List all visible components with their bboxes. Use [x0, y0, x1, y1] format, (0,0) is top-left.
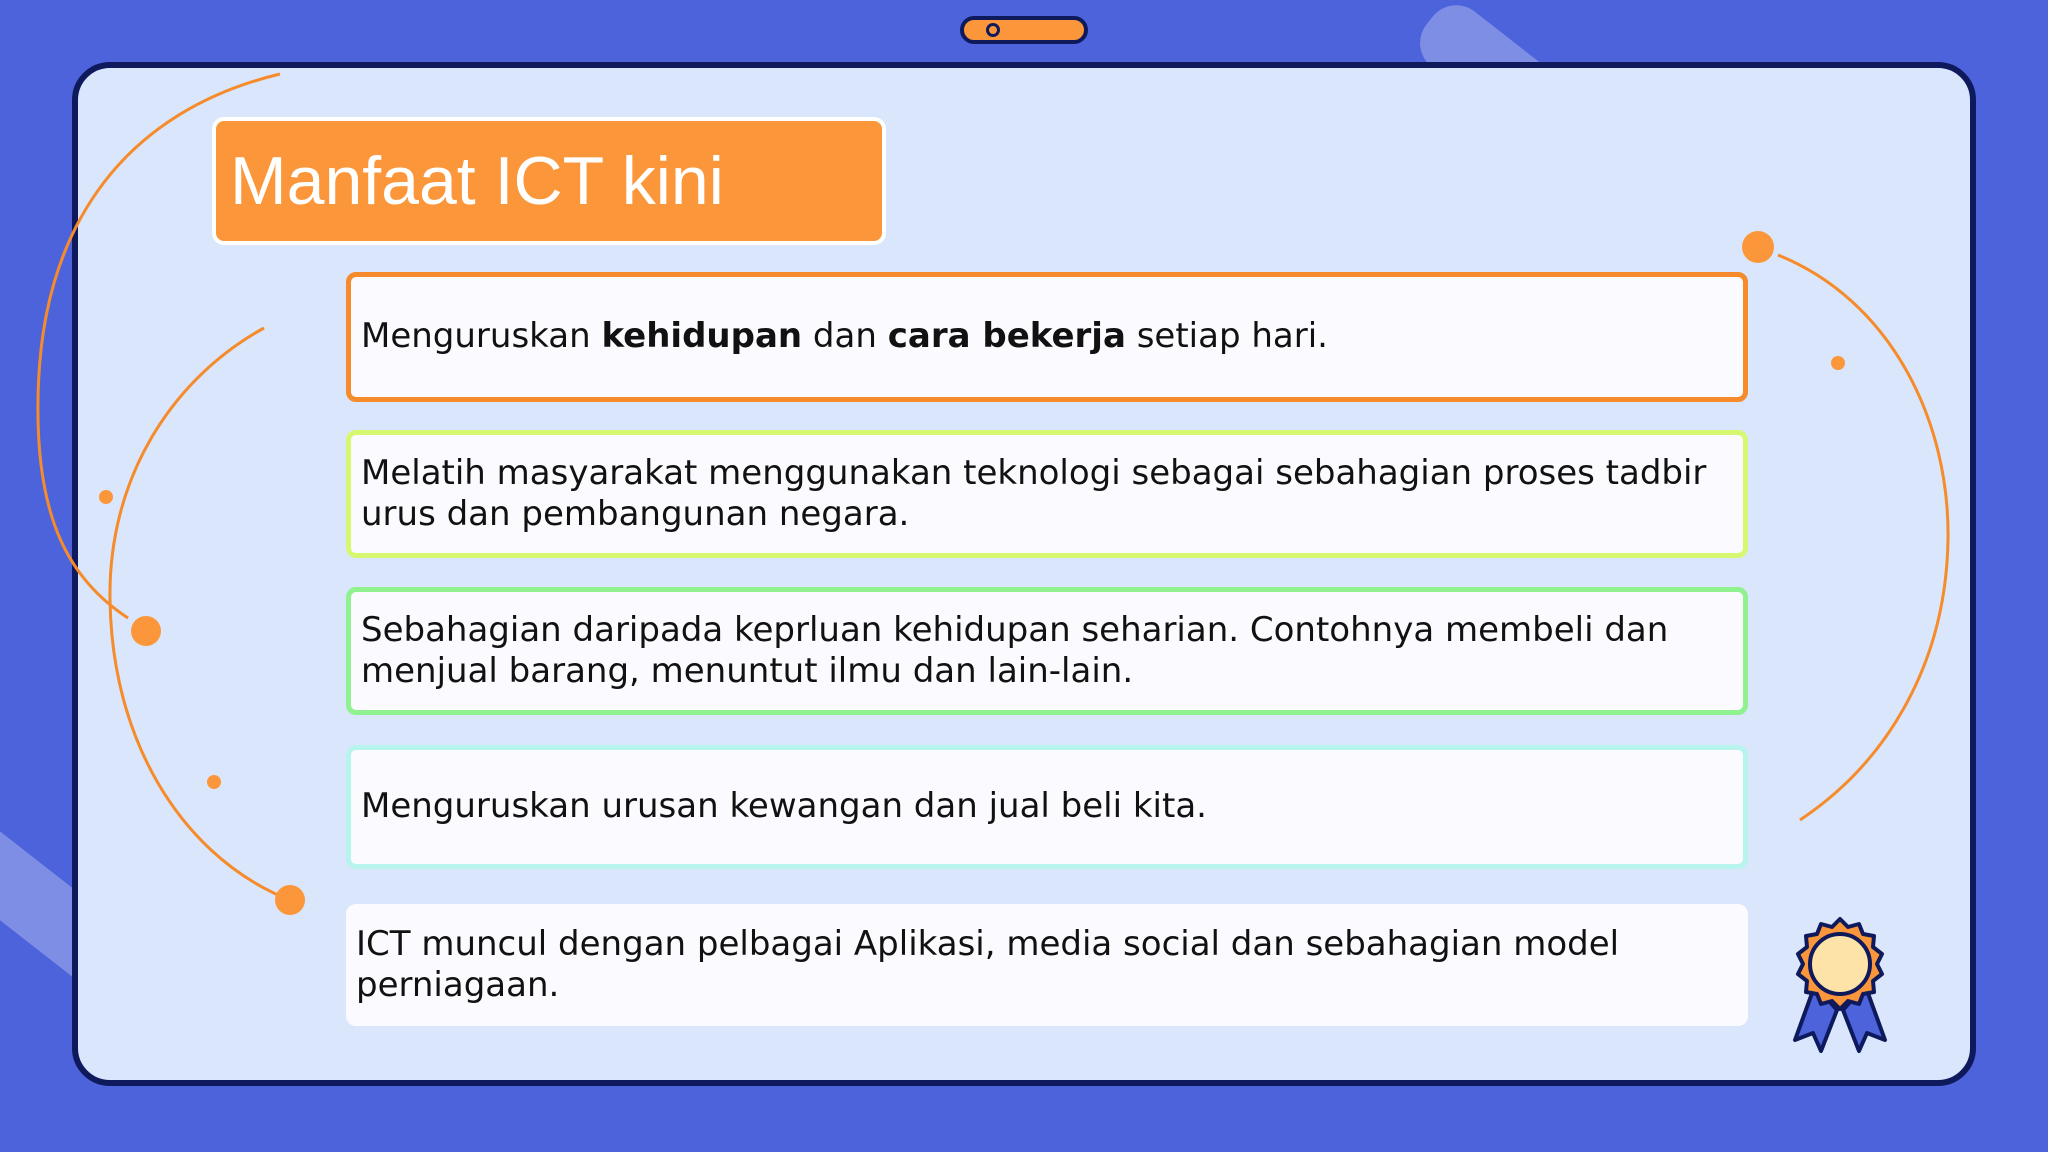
slide-title: Manfaat ICT kini [230, 143, 724, 219]
award-ribbon-icon [1785, 915, 1895, 1055]
text-part-bold: cara bekerja [887, 316, 1126, 357]
text-part: Menguruskan [361, 316, 602, 357]
benefit-card-4 [346, 745, 1748, 869]
benefit-text-1 [361, 316, 1328, 357]
right-arc [1778, 255, 1948, 820]
dot [1831, 356, 1845, 370]
dot [99, 490, 113, 504]
benefit-text-4: Menguruskan urusan kewangan dan jual beli kita. [361, 786, 1207, 827]
text-part: dan [802, 316, 888, 357]
benefit-card-2 [346, 430, 1748, 558]
benefit-card-1 [346, 272, 1748, 402]
dot [275, 885, 305, 915]
title-box [212, 117, 886, 245]
text-part-bold: kehidupan [601, 316, 803, 357]
text-part: setiap hari. [1125, 316, 1328, 357]
benefit-text-3: Sebahagian daripada keprluan kehidupan seharian. Contohnya membeli dan menjual barang, menuntut ilmu dan lain-lain. [361, 609, 1669, 691]
benefit-text-2: Melatih masyarakat menggunakan teknologi sebagai sebahagian proses tadbir urus dan pembangunan negara. [361, 452, 1707, 534]
benefit-card-5 [346, 904, 1748, 1026]
left-arc-inner [110, 328, 278, 895]
dot [1742, 231, 1774, 263]
benefit-card-3 [346, 587, 1748, 715]
benefit-text-5: ICT muncul dengan pelbagai Aplikasi, media social dan sebahagian model perniagaan. [356, 923, 1620, 1005]
dot [131, 616, 161, 646]
dot [207, 775, 221, 789]
